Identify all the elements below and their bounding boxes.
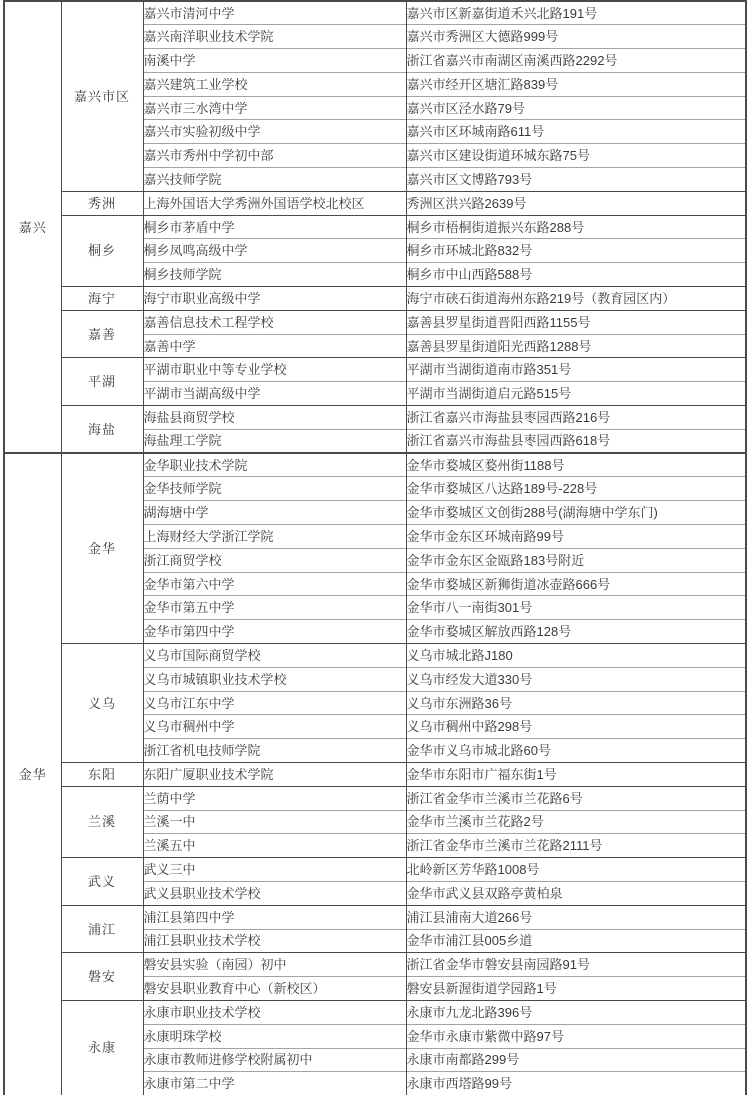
table-row <box>4 358 746 382</box>
address-cell: 金华市兰溪市兰花路2号 <box>406 810 746 834</box>
district-cell: 平湖 <box>61 358 143 406</box>
school-cell: 嘉兴技师学院 <box>143 168 406 192</box>
address-cell: 嘉兴市区新嘉街道禾兴北路191号 <box>406 1 746 25</box>
school-cell: 金华职业技术学院 <box>143 453 406 477</box>
school-cell: 上海财经大学浙江学院 <box>143 525 406 549</box>
district-cell: 浦江 <box>61 905 143 953</box>
address-cell: 海宁市硖石街道海州东路219号（教育园区内） <box>406 287 746 311</box>
table-row <box>4 287 746 311</box>
address-cell: 金华市浦江县005乡道 <box>406 929 746 953</box>
address-cell: 金华市金东区环城南路99号 <box>406 525 746 549</box>
table-row <box>4 905 746 929</box>
district-cell: 永康 <box>61 1000 143 1095</box>
address-cell: 金华市婺城区文创街288号(湖海塘中学东门) <box>406 501 746 525</box>
district-cell: 义乌 <box>61 644 143 763</box>
address-cell: 秀洲区洪兴路2639号 <box>406 191 746 215</box>
address-cell: 金华市八一南街301号 <box>406 596 746 620</box>
table-row <box>4 786 746 810</box>
table-row <box>4 406 746 430</box>
table-row <box>4 953 746 977</box>
address-cell: 浙江省金华市兰溪市兰花路6号 <box>406 786 746 810</box>
address-cell: 嘉兴市区建设街道环城东路75号 <box>406 144 746 168</box>
school-cell: 桐乡市茅盾中学 <box>143 215 406 239</box>
table-body <box>4 1 746 1095</box>
address-cell: 嘉兴市区文博路793号 <box>406 168 746 192</box>
address-cell: 浙江省金华市磐安县南园路91号 <box>406 953 746 977</box>
address-cell: 义乌市稠州中路298号 <box>406 715 746 739</box>
school-cell: 南溪中学 <box>143 49 406 73</box>
school-cell: 永康明珠学校 <box>143 1024 406 1048</box>
district-cell: 金华 <box>61 453 143 643</box>
address-cell: 金华市永康市紫微中路97号 <box>406 1024 746 1048</box>
school-cell: 浙江省机电技师学院 <box>143 739 406 763</box>
district-cell: 海宁 <box>61 287 143 311</box>
address-cell: 磐安县新渥街道学园路1号 <box>406 977 746 1001</box>
address-cell: 浦江县浦南大道266号 <box>406 905 746 929</box>
table-row <box>4 310 746 334</box>
school-cell: 浙江商贸学校 <box>143 548 406 572</box>
school-cell: 嘉善中学 <box>143 334 406 358</box>
address-cell: 平湖市当湖街道启元路515号 <box>406 382 746 406</box>
school-cell: 金华市第五中学 <box>143 596 406 620</box>
school-cell: 上海外国语大学秀洲外国语学校北校区 <box>143 191 406 215</box>
school-cell: 嘉兴市三水湾中学 <box>143 96 406 120</box>
address-cell: 嘉善县罗星街道晋阳西路1155号 <box>406 310 746 334</box>
school-cell: 桐乡凤鸣高级中学 <box>143 239 406 263</box>
school-cell: 平湖市当湖高级中学 <box>143 382 406 406</box>
address-cell: 义乌市经发大道330号 <box>406 667 746 691</box>
school-cell: 东阳广厦职业技术学院 <box>143 763 406 787</box>
address-cell: 金华市婺城区婺州街1188号 <box>406 453 746 477</box>
district-cell: 桐乡 <box>61 215 143 286</box>
school-cell: 浦江县第四中学 <box>143 905 406 929</box>
school-cell: 兰荫中学 <box>143 786 406 810</box>
school-cell: 嘉兴市清河中学 <box>143 1 406 25</box>
address-cell: 金华市婺城区解放西路128号 <box>406 620 746 644</box>
address-cell: 嘉善县罗星街道阳光西路1288号 <box>406 334 746 358</box>
school-cell: 金华技师学院 <box>143 477 406 501</box>
address-cell: 金华市东阳市广福东街1号 <box>406 763 746 787</box>
address-cell: 嘉兴市经开区塘汇路839号 <box>406 72 746 96</box>
district-cell: 嘉兴市区 <box>61 1 143 191</box>
school-cell: 海盐理工学院 <box>143 429 406 453</box>
school-cell: 金华市第六中学 <box>143 572 406 596</box>
address-cell: 浙江省嘉兴市南湖区南溪西路2292号 <box>406 49 746 73</box>
school-cell: 浦江县职业技术学校 <box>143 929 406 953</box>
school-cell: 兰溪五中 <box>143 834 406 858</box>
school-cell: 永康市教师进修学校附属初中 <box>143 1048 406 1072</box>
school-cell: 嘉兴南洋职业技术学院 <box>143 25 406 49</box>
address-cell: 平湖市当湖街道南市路351号 <box>406 358 746 382</box>
address-cell: 永康市九龙北路396号 <box>406 1000 746 1024</box>
address-cell: 金华市婺城区新狮街道冰壶路666号 <box>406 572 746 596</box>
address-cell: 义乌市城北路J180 <box>406 644 746 668</box>
school-cell: 义乌市城镇职业技术学校 <box>143 667 406 691</box>
school-cell: 桐乡技师学院 <box>143 263 406 287</box>
district-cell: 磐安 <box>61 953 143 1001</box>
address-cell: 嘉兴市区环城南路611号 <box>406 120 746 144</box>
address-cell: 永康市南都路299号 <box>406 1048 746 1072</box>
school-cell: 兰溪一中 <box>143 810 406 834</box>
table-row <box>4 215 746 239</box>
school-cell: 磐安县实验（南园）初中 <box>143 953 406 977</box>
school-cell: 义乌市稠州中学 <box>143 715 406 739</box>
school-cell: 嘉兴市实验初级中学 <box>143 120 406 144</box>
address-cell: 金华市婺城区八达路189号-228号 <box>406 477 746 501</box>
address-cell: 嘉兴市秀洲区大德路999号 <box>406 25 746 49</box>
school-cell: 义乌市江东中学 <box>143 691 406 715</box>
address-cell: 金华市义乌市城北路60号 <box>406 739 746 763</box>
school-address-table <box>3 0 747 1095</box>
address-cell: 金华市武义县双路亭黄柏泉 <box>406 881 746 905</box>
table-row <box>4 644 746 668</box>
address-cell: 桐乡市环城北路832号 <box>406 239 746 263</box>
school-cell: 金华市第四中学 <box>143 620 406 644</box>
school-cell: 磐安县职业教育中心（新校区） <box>143 977 406 1001</box>
city-cell: 金华 <box>4 453 61 1095</box>
table-row <box>4 1000 746 1024</box>
table-row <box>4 453 746 477</box>
school-cell: 武义县职业技术学校 <box>143 881 406 905</box>
table-row <box>4 191 746 215</box>
address-cell: 义乌市东洲路36号 <box>406 691 746 715</box>
table-row <box>4 763 746 787</box>
school-cell: 嘉善信息技术工程学校 <box>143 310 406 334</box>
address-cell: 金华市金东区金瓯路183号附近 <box>406 548 746 572</box>
district-cell: 武义 <box>61 858 143 906</box>
school-cell: 嘉兴市秀州中学初中部 <box>143 144 406 168</box>
address-cell: 桐乡市梧桐街道振兴东路288号 <box>406 215 746 239</box>
address-cell: 嘉兴市区泾水路79号 <box>406 96 746 120</box>
school-cell: 武义三中 <box>143 858 406 882</box>
district-cell: 嘉善 <box>61 310 143 358</box>
school-cell: 嘉兴建筑工业学校 <box>143 72 406 96</box>
district-cell: 秀洲 <box>61 191 143 215</box>
school-cell: 海宁市职业高级中学 <box>143 287 406 311</box>
table-row <box>4 858 746 882</box>
district-cell: 兰溪 <box>61 786 143 857</box>
school-cell: 湖海塘中学 <box>143 501 406 525</box>
address-cell: 北岭新区芳华路1008号 <box>406 858 746 882</box>
address-cell: 浙江省嘉兴市海盐县枣园西路618号 <box>406 429 746 453</box>
district-cell: 海盐 <box>61 406 143 454</box>
address-cell: 永康市西塔路99号 <box>406 1072 746 1095</box>
school-cell: 永康市职业技术学校 <box>143 1000 406 1024</box>
school-cell: 平湖市职业中等专业学校 <box>143 358 406 382</box>
school-cell: 永康市第二中学 <box>143 1072 406 1095</box>
city-cell: 嘉兴 <box>4 1 61 453</box>
school-cell: 义乌市国际商贸学校 <box>143 644 406 668</box>
address-cell: 浙江省嘉兴市海盐县枣园西路216号 <box>406 406 746 430</box>
address-cell: 桐乡市中山西路588号 <box>406 263 746 287</box>
school-cell: 海盐县商贸学校 <box>143 406 406 430</box>
district-cell: 东阳 <box>61 763 143 787</box>
table-row <box>4 1 746 25</box>
address-cell: 浙江省金华市兰溪市兰花路2111号 <box>406 834 746 858</box>
